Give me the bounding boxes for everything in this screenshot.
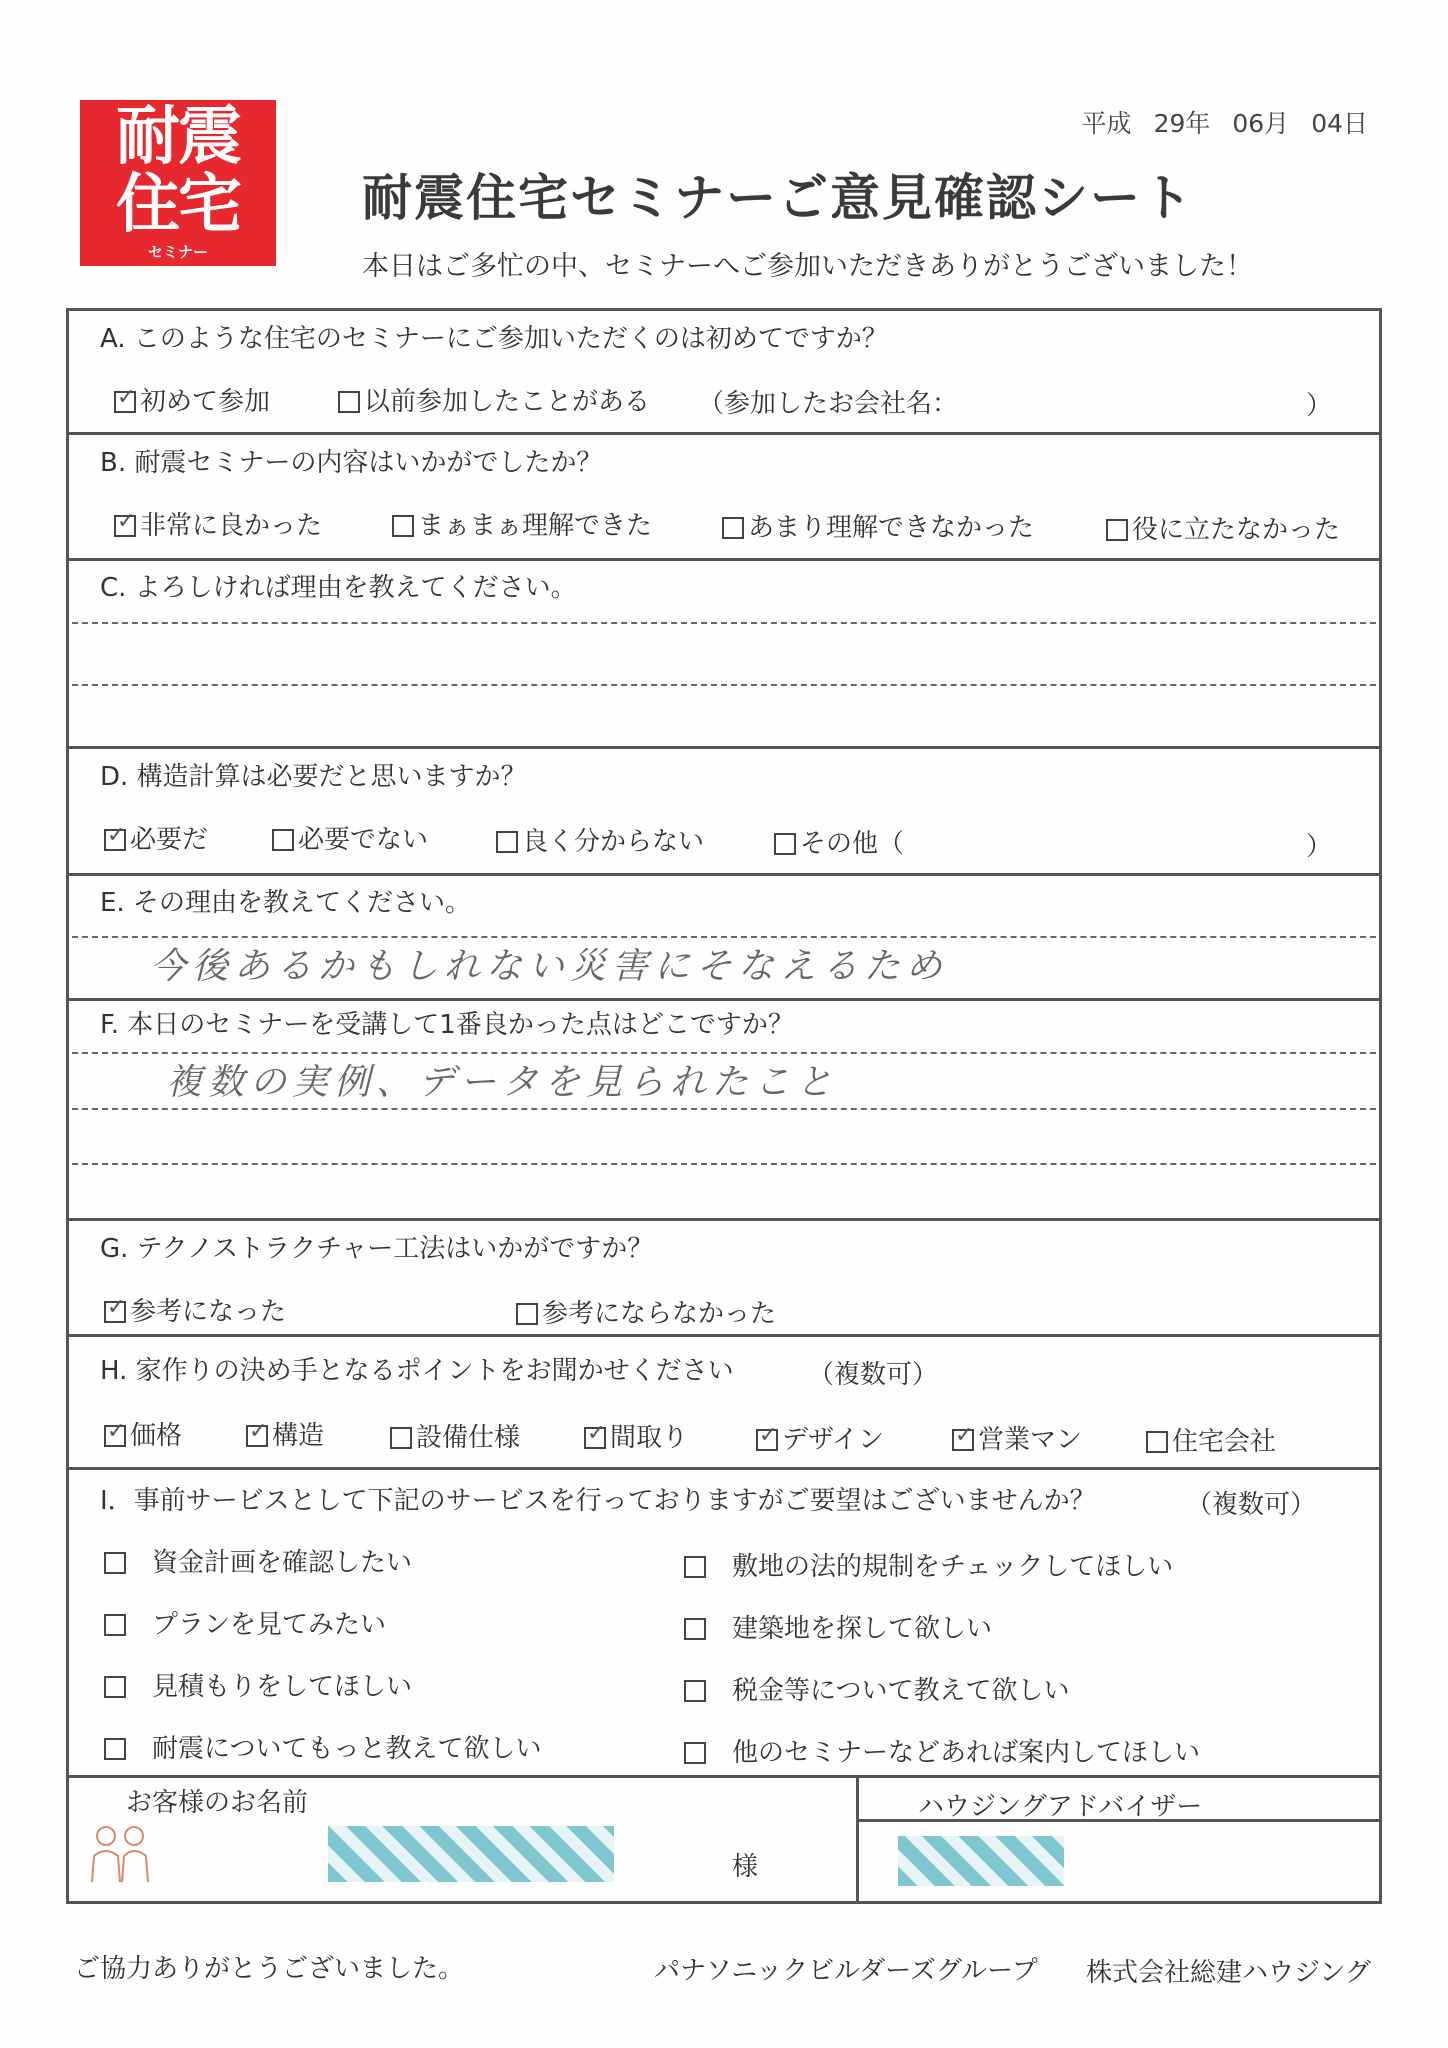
date-era: 平成 <box>1081 109 1132 138</box>
checkbox[interactable] <box>104 1614 126 1636</box>
option-b2[interactable] <box>392 505 652 542</box>
option-d2[interactable] <box>272 819 428 856</box>
option-label: 住宅会社 <box>1172 1427 1277 1457</box>
checkbox[interactable] <box>774 833 796 855</box>
customer-name-label: お客様のお名前 <box>126 1788 309 1818</box>
redacted-advisor-name <box>898 1836 1064 1886</box>
option-label: 非常に良かった <box>140 511 323 541</box>
date-day: 04日 <box>1311 109 1368 138</box>
checkbox[interactable] <box>496 831 518 853</box>
option-label: 設備仕様 <box>416 1423 521 1453</box>
checkbox[interactable] <box>952 1429 974 1451</box>
question-e: E. その理由を教えてください。 <box>100 888 471 918</box>
option-g2[interactable] <box>516 1293 776 1330</box>
option-d1[interactable] <box>104 819 208 856</box>
checkbox[interactable] <box>392 515 414 537</box>
option-h4[interactable] <box>584 1417 688 1454</box>
footer-thanks: ご協力ありがとうございました。 <box>74 1954 465 1984</box>
date-month: 06月 <box>1232 109 1290 138</box>
answer-e-handwriting: 今後あるかもしれない災害にそなえるため <box>150 946 949 987</box>
service-label: 建築地を探して欲しい <box>732 1614 993 1644</box>
checkbox[interactable] <box>756 1429 778 1451</box>
service-label: 税金等について教えて欲しい <box>732 1676 1070 1706</box>
option-h7[interactable] <box>1146 1421 1276 1458</box>
option-label: 参考にならなかった <box>542 1299 777 1329</box>
company-name-close: ） <box>1306 391 1333 421</box>
option-label: デザイン <box>782 1425 885 1455</box>
option-label: あまり理解できなかった <box>748 513 1035 543</box>
footer-group: パナソニックビルダーズグループ <box>654 1956 1038 1986</box>
service-label: プランを見てみたい <box>152 1610 387 1640</box>
service-left-1[interactable] <box>104 1542 412 1579</box>
option-label: 構造 <box>272 1421 325 1451</box>
checkbox[interactable] <box>246 1425 268 1447</box>
option-label: 営業マン <box>978 1425 1083 1455</box>
page-subtitle: 本日はご多忙の中、セミナーへご参加いただきありがとうございました！ <box>362 251 1253 282</box>
divider <box>66 1334 1382 1337</box>
question-a: A. このような住宅のセミナーにご参加いただくのは初めてですか？ <box>100 324 888 354</box>
divider <box>66 1467 1382 1470</box>
redacted-customer-name <box>328 1826 614 1882</box>
option-d3[interactable] <box>496 821 704 858</box>
option-a1[interactable] <box>114 381 270 418</box>
service-right-3[interactable] <box>684 1670 1069 1707</box>
checkbox[interactable] <box>104 1552 126 1574</box>
logo-text-2: 住宅 <box>116 168 240 242</box>
option-label: まぁまぁ理解できた <box>418 511 653 541</box>
option-h2[interactable] <box>246 1415 324 1452</box>
date-year: 29年 <box>1153 109 1211 138</box>
page-title: 耐震住宅セミナーご意見確認シート <box>362 169 1194 227</box>
divider <box>66 998 1382 1001</box>
checkbox[interactable] <box>684 1556 706 1578</box>
question-g: G. テクノストラクチャー工法はいかがですか？ <box>100 1234 654 1264</box>
checkbox[interactable] <box>684 1742 706 1764</box>
checkbox[interactable] <box>684 1618 706 1640</box>
option-label: 必要だ <box>130 825 209 855</box>
logo-text-1: 耐震 <box>116 100 240 174</box>
divider <box>66 1775 1382 1778</box>
checkbox[interactable] <box>104 1738 126 1760</box>
service-label: 資金計画を確認したい <box>152 1548 413 1578</box>
option-label: 以前参加したことがある <box>364 387 651 417</box>
question-c: C. よろしければ理由を教えてください。 <box>100 573 577 603</box>
question-d: D. 構造計算は必要だと思いますか？ <box>100 762 527 792</box>
writing-line <box>72 1163 1376 1165</box>
divider <box>66 558 1382 561</box>
question-i: I．事前サービスとして下記のサービスを行っておりますがご要望はございませんか？ <box>100 1486 1096 1516</box>
checkbox[interactable] <box>722 517 744 539</box>
company-name-label: （参加したお会社名： <box>698 389 959 419</box>
option-label: 役に立たなかった <box>1132 515 1341 545</box>
question-i-note: （複数可） <box>1186 1490 1317 1520</box>
option-label: 必要でない <box>298 825 429 855</box>
checkbox[interactable] <box>114 515 136 537</box>
option-label: 参考になった <box>130 1297 287 1327</box>
option-label: 初めて参加 <box>140 387 271 417</box>
honorific-suffix: 様 <box>732 1852 759 1882</box>
option-label: 価格 <box>130 1421 183 1451</box>
option-h3[interactable] <box>390 1417 520 1454</box>
service-label: 耐震についてもっと教えて欲しい <box>152 1734 542 1764</box>
option-b4[interactable] <box>1106 509 1340 546</box>
option-d4[interactable] <box>774 823 904 860</box>
survey-form <box>66 308 1382 1904</box>
checkbox[interactable] <box>684 1680 706 1702</box>
logo-text-3: セミナー <box>147 243 208 261</box>
checkbox[interactable] <box>114 391 136 413</box>
checkbox[interactable] <box>516 1303 538 1325</box>
checkbox[interactable] <box>104 1301 126 1323</box>
checkbox[interactable] <box>272 829 294 851</box>
seminar-logo <box>80 100 276 266</box>
checkbox[interactable] <box>584 1427 606 1449</box>
service-label: 他のセミナーなどあれば案内してほしい <box>732 1738 1201 1768</box>
divider <box>66 432 1382 435</box>
divider <box>66 746 1382 749</box>
footer-company: 株式会社総建ハウジング <box>1086 1958 1371 1988</box>
checkbox[interactable] <box>1146 1431 1168 1453</box>
checkbox[interactable] <box>104 1676 126 1698</box>
service-right-2[interactable] <box>684 1608 992 1645</box>
option-label: 間取り <box>610 1423 689 1453</box>
checkbox[interactable] <box>338 391 360 413</box>
service-left-3[interactable] <box>104 1666 412 1703</box>
option-h5[interactable] <box>756 1419 884 1456</box>
divider <box>66 1218 1382 1221</box>
question-h: H. 家作りの決め手となるポイントをお聞かせください <box>100 1356 734 1386</box>
service-left-4[interactable] <box>104 1728 541 1765</box>
date <box>1082 104 1368 140</box>
question-f: F. 本日のセミナーを受講して1番良かった点はどこですか？ <box>100 1010 794 1040</box>
question-h-note: （複数可） <box>808 1360 939 1390</box>
advisor-label: ハウジングアドバイザー <box>918 1792 1203 1822</box>
option-h6[interactable] <box>952 1419 1082 1456</box>
writing-line <box>72 1108 1376 1110</box>
service-label: 敷地の法的規制をチェックしてほしい <box>732 1552 1174 1582</box>
option-b3[interactable] <box>722 507 1034 544</box>
service-left-2[interactable] <box>104 1604 386 1641</box>
checkbox[interactable] <box>104 1425 126 1447</box>
option-a2[interactable] <box>338 381 650 418</box>
divider <box>66 873 1382 876</box>
option-h1[interactable] <box>104 1415 182 1452</box>
checkbox[interactable] <box>1106 519 1128 541</box>
service-right-1[interactable] <box>684 1546 1173 1583</box>
option-b1[interactable] <box>114 505 322 542</box>
answer-f-handwriting: 複数の実例、データを見られたこと <box>166 1062 839 1103</box>
option-g1[interactable] <box>104 1291 286 1328</box>
other-close: ） <box>1306 832 1333 862</box>
option-label: 良く分からない <box>522 827 705 857</box>
checkbox[interactable] <box>390 1427 412 1449</box>
service-label: 見積もりをしてほしい <box>152 1672 413 1702</box>
writing-line <box>72 684 1376 686</box>
column-divider <box>856 1776 859 1902</box>
checkbox[interactable] <box>104 829 126 851</box>
customers-illustration-icon <box>86 1822 154 1886</box>
option-label: その他（ <box>800 829 905 859</box>
question-b: B. 耐震セミナーの内容はいかがでしたか？ <box>100 448 603 478</box>
service-right-4[interactable] <box>684 1732 1200 1769</box>
writing-line <box>72 622 1376 624</box>
